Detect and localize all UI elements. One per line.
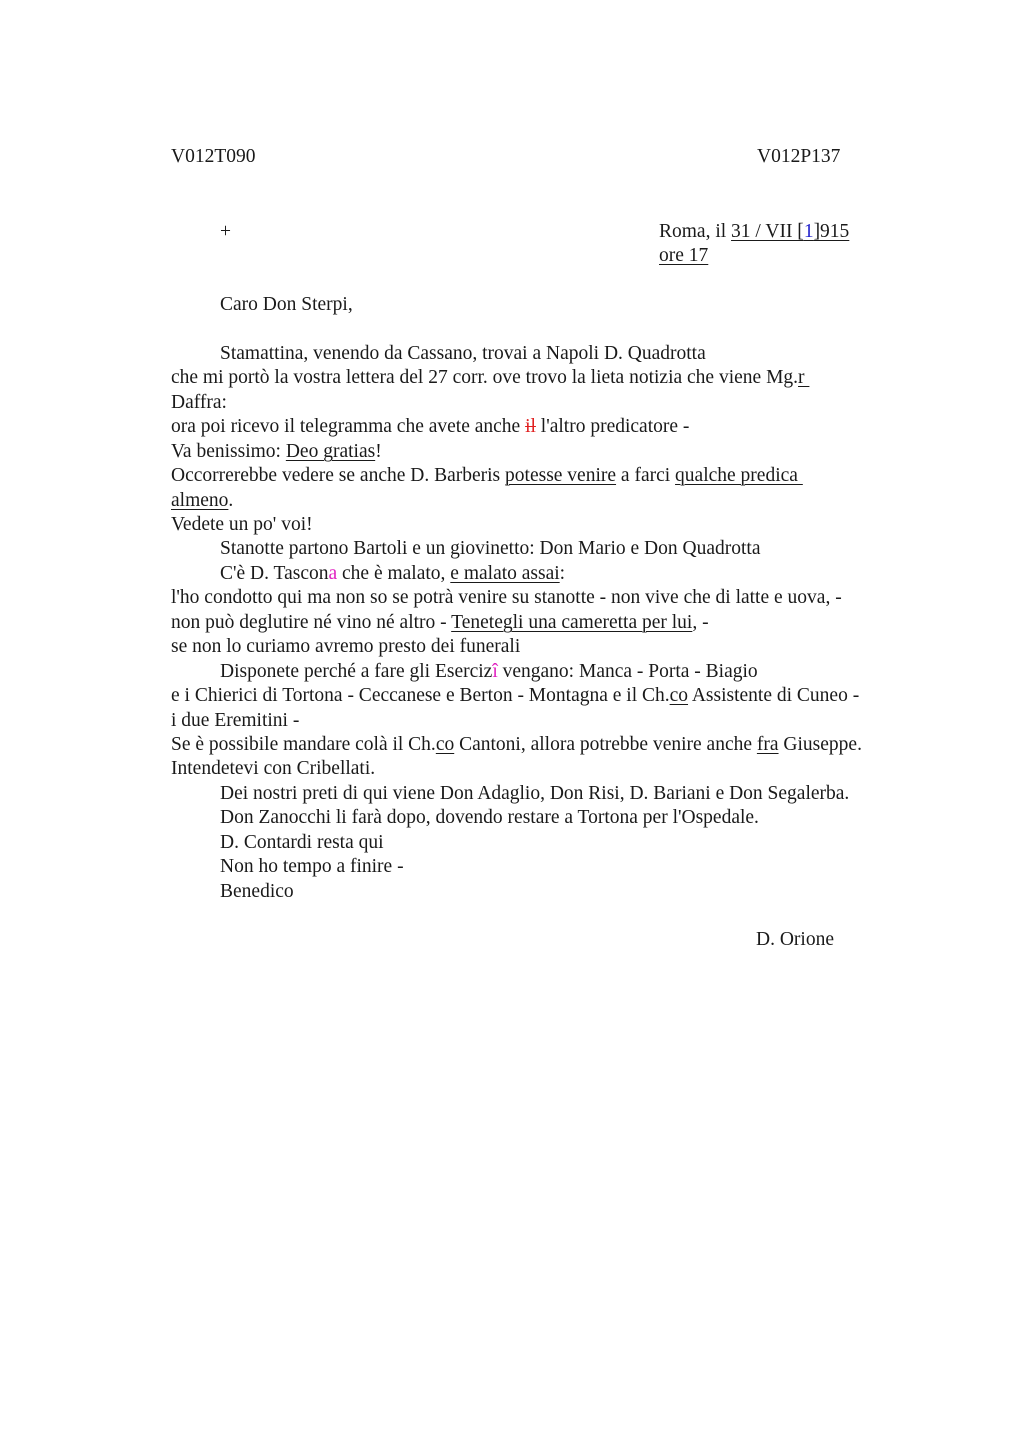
body-line: Stanotte partono Bartoli e un giovinetto: Don Mario e Don Quadrotta (220, 538, 761, 559)
body-line: Daffra: (171, 392, 227, 413)
dateline-prefix: Roma, il (659, 221, 732, 242)
body-line: Stamattina, venendo da Cassano, trovai a Napoli D. Quadrotta (220, 343, 706, 364)
header-left-code: V012T090 (171, 146, 256, 167)
body-line: l'ho condotto qui ma non so se potrà venire su stanotte - non vive che di latte e uova, - (171, 587, 842, 608)
highlighted-letter: î (492, 661, 498, 682)
body-line: D. Contardi resta qui (220, 832, 384, 853)
dateline-date: 31 / VII [1]915 (731, 221, 850, 242)
dateline (659, 221, 849, 243)
dateline-bracket-digit: 1 (803, 221, 814, 242)
body-line: Non ho tempo a finire - (220, 856, 404, 877)
body-line: che mi portò la vostra lettera del 27 corr. ove trovo la lieta notizia che viene Mg.r (171, 367, 810, 388)
body-line: Intendetevi con Cribellati. (171, 758, 376, 779)
body-line: Benedico (220, 881, 294, 902)
signature: D. Orione (756, 929, 834, 950)
salutation: Caro Don Sterpi, (220, 294, 353, 315)
body-line: almeno. (171, 490, 234, 511)
body-line: Disponete perché a fare gli Esercizî vengano: Manca - Porta - Biagio (220, 661, 758, 682)
cross-mark: + (220, 221, 231, 242)
body-line: ora poi ricevo il telegramma che avete anche il l'altro predicatore - (171, 416, 690, 437)
body-line: Dei nostri preti di qui viene Don Adaglio, Don Risi, D. Bariani e Don Segalerba. (220, 783, 850, 804)
body-line: Occorrerebbe vedere se anche D. Barberis potesse venire a farci qualche predica (171, 465, 803, 486)
body-line: Don Zanocchi li farà dopo, dovendo restare a Tortona per l'Ospedale. (220, 807, 759, 828)
body-line: Va benissimo: Deo gratias! (171, 441, 382, 462)
dateline-time: ore 17 (659, 245, 709, 266)
highlighted-letter: a (328, 563, 338, 584)
body-line: non può deglutire né vino né altro - Tenetegli una cameretta per lui, - (171, 612, 709, 633)
body-line: C'è D. Tascona che è malato, e malato assai: (220, 563, 566, 584)
body-line: Se è possibile mandare colà il Ch.co Cantoni, allora potrebbe venire anche fra Giuseppe. (171, 734, 862, 755)
struck-word: il (525, 416, 536, 437)
header-right-code: V012P137 (757, 146, 841, 167)
body-line: i due Eremitini - (171, 710, 300, 731)
body-line: Vedete un po' voi! (171, 514, 313, 535)
body-line: se non lo curiamo avremo presto dei funerali (171, 636, 521, 657)
body-line: e i Chierici di Tortona - Ceccanese e Berton - Montagna e il Ch.co Assistente di Cuneo - (171, 685, 860, 706)
